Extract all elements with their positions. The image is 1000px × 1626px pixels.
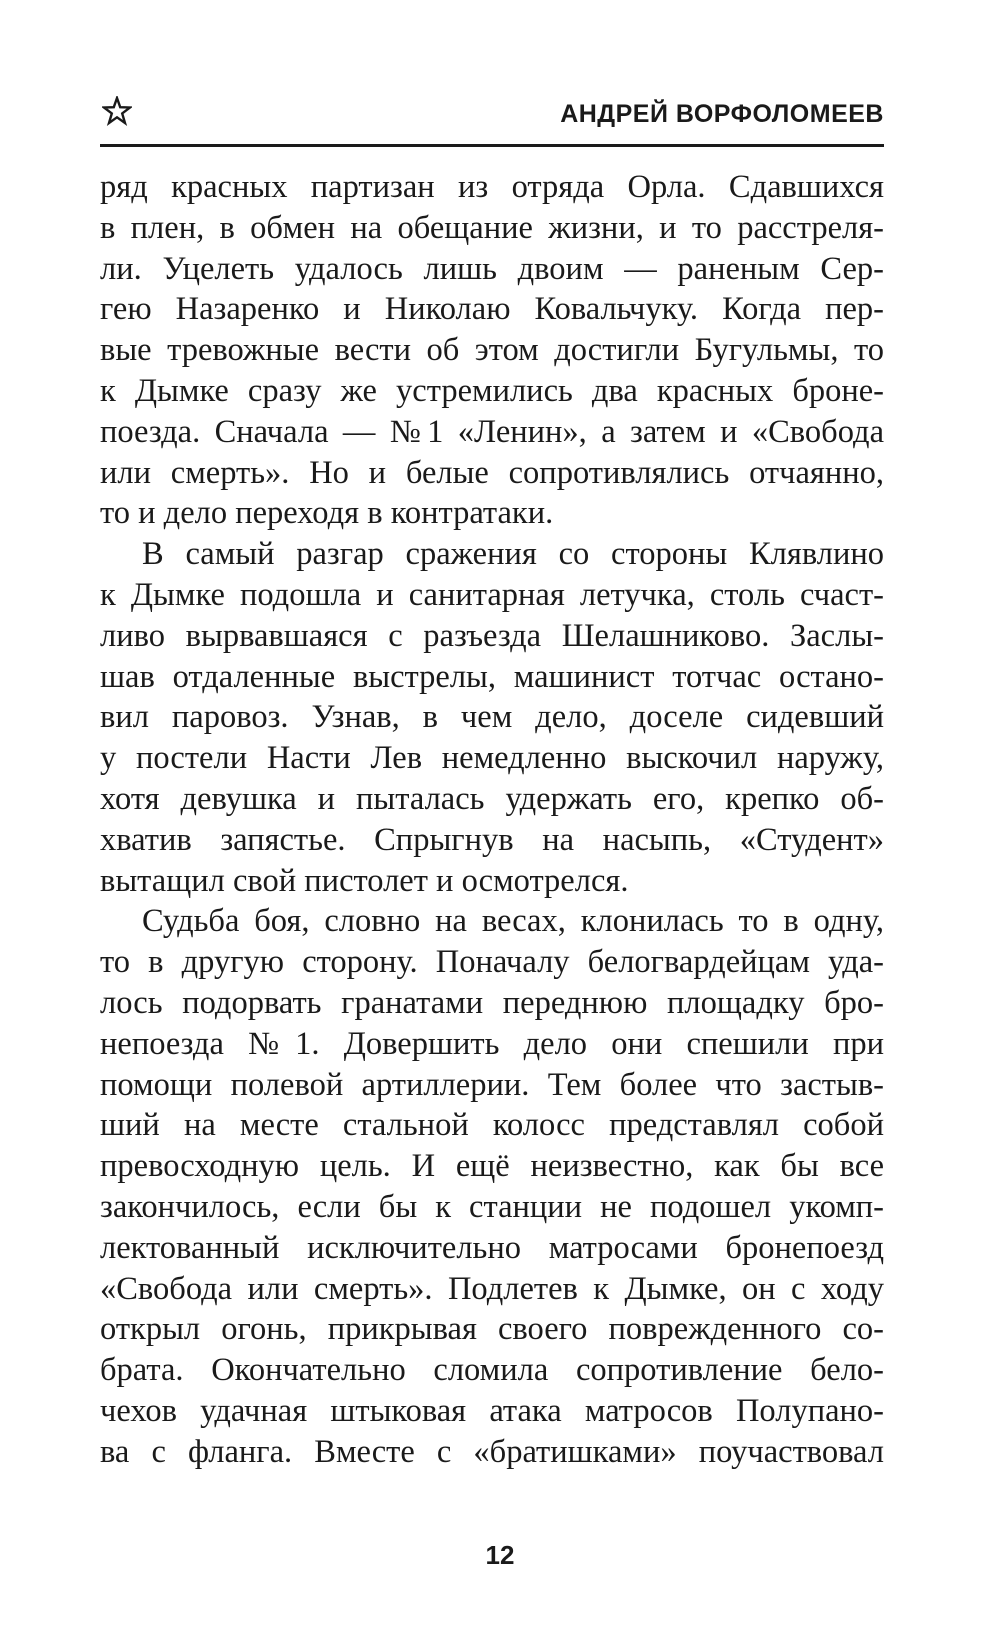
text-line: ливо вырвавшаяся с разъезда Шелашниково. Заслы-	[100, 617, 884, 654]
text-line: хватив запястье. Спрыгнув на насыпь, «Студент»	[100, 821, 884, 858]
text-line: брата. Окончательно сломила сопротивление бело-	[100, 1352, 884, 1389]
text-line: то и дело переходя в контратаки.	[100, 495, 554, 532]
text-line: то в другую сторону. Поначалу белогвардейцам уда-	[100, 944, 884, 981]
text-line: вытащил свой пистолет и осмотрелся.	[100, 862, 629, 899]
text-line: открыл огонь, прикрывая своего поврежденного со-	[100, 1311, 884, 1348]
text-line: «Свобода или смерть». Подлетев к Дымке, он с ходу	[100, 1270, 884, 1307]
text-line: Судьба боя, словно на весах, клонилась то в одну,	[142, 903, 884, 940]
text-line: чехов удачная штыковая атака матросов Полупано-	[100, 1392, 884, 1429]
text-line: или смерть». Но и белые сопротивлялись отчаянно,	[100, 454, 884, 491]
text-line: к Дымке сразу же устремились два красных броне-	[100, 372, 884, 409]
page-body-text	[100, 167, 884, 1473]
text-line: помощи полевой артиллерии. Тем более что застыв-	[100, 1066, 884, 1103]
text-line: ли. Уцелеть удалось лишь двоим — раненым Сер-	[100, 250, 884, 287]
text-line: шав отдаленные выстрелы, машинист тотчас остано-	[100, 658, 884, 695]
text-line: В самый разгар сражения со стороны Клявлино	[142, 536, 884, 573]
text-line: хотя девушка и пыталась удержать его, крепко об-	[100, 780, 884, 817]
text-line: превосходную цель. И ещё неизвестно, как бы все	[100, 1148, 884, 1185]
text-line: ва с фланга. Вместе с «братишками» поучаствовал	[100, 1433, 884, 1470]
text-line: закончилось, если бы к станции не подошел укомп-	[100, 1188, 884, 1225]
text-line: в плен, в обмен на обещание жизни, и то расстреля-	[100, 209, 884, 246]
text-line: ряд красных партизан из отряда Орла. Сдавшихся	[100, 169, 884, 205]
text-line: к Дымке подошла и санитарная летучка, столь счаст-	[100, 576, 884, 613]
text-line: лось подорвать гранатами переднюю площадку бро-	[100, 984, 884, 1021]
text-line: у постели Насти Лев немедленно выскочил наружу,	[100, 740, 884, 777]
text-line: гею Назаренко и Николаю Ковальчуку. Когда пер-	[100, 291, 884, 328]
text-line: вил паровоз. Узнав, в чем дело, доселе сидевший	[100, 699, 884, 736]
running-header	[100, 94, 884, 147]
text-line: ший на месте стальной колосс представлял собой	[100, 1107, 884, 1144]
text-line: лектованный исключительно матросами бронепоезд	[100, 1229, 884, 1266]
page-number: 12	[485, 1540, 515, 1570]
text-line: непоезда №1. Довершить дело они спешили при	[100, 1025, 884, 1062]
text-line: вые тревожные вести об этом достигли Бугульмы, то	[100, 332, 884, 369]
text-line: поезда. Сначала — №1 «Ленин», а затем и «Свобода	[100, 413, 884, 450]
star-outline-icon	[102, 96, 132, 126]
author-name: АНДРЕЙ ВОРФОЛОМЕЕВ	[560, 100, 884, 128]
